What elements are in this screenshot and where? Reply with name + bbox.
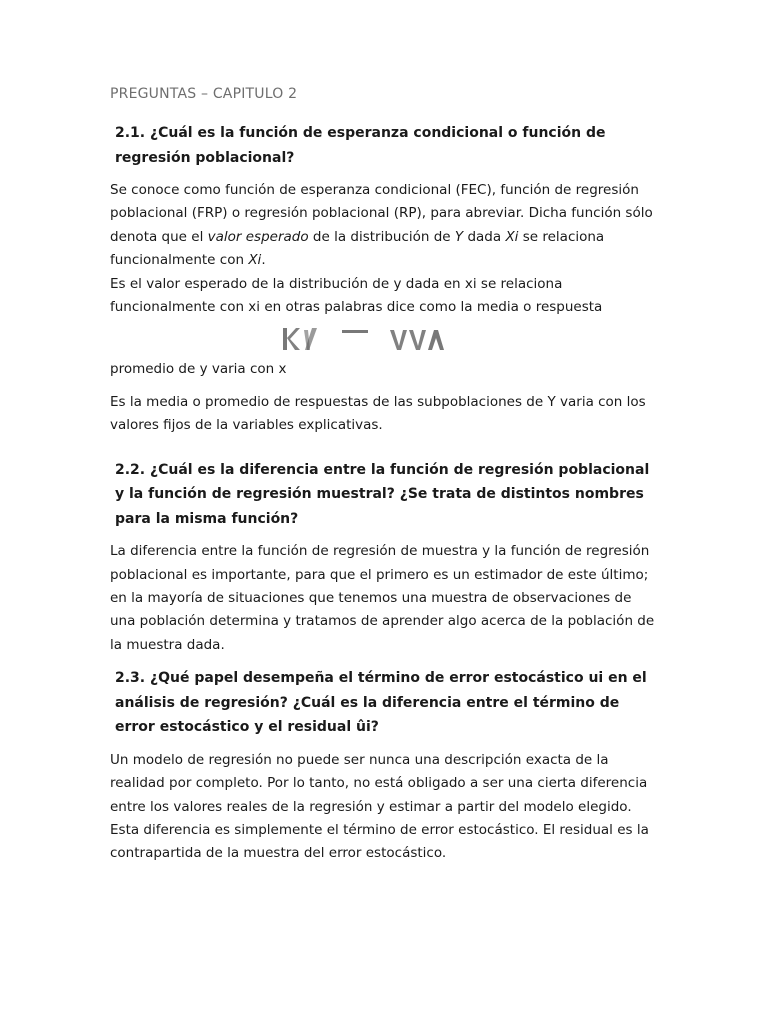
answer-2-1-paragraph-2: Es la media o promedio de respuestas de las subpoblaciones de Y varia con los valores fijos de la variables explicativas. xyxy=(110,393,646,434)
answer-2-1-paragraph xyxy=(110,179,658,319)
formula-image-row xyxy=(110,320,658,358)
spacer xyxy=(110,382,658,391)
answer-2-1-em-y: Y xyxy=(454,228,464,245)
question-2-1: 2.1. ¿Cuál es la función de esperanza condicional o función de regresión poblacional? xyxy=(115,125,606,166)
spacer xyxy=(110,657,658,666)
answer-2-2: La diferencia entre la función de regresión de muestra y la función de regresión poblacional es importante, para que el primero es un estimador de este último; en la mayoría de situaciones que tenemos una muestra de observaciones de una población determina y tratamos de aprender algo acerca de la población de la muestra dada. xyxy=(110,543,655,653)
formula-image xyxy=(262,320,454,358)
question-2-2: 2.2. ¿Cuál es la diferencia entre la función de regresión poblacional y la función de regresión muestral? ¿Se trata de distintos nombres para la misma función? xyxy=(115,461,650,527)
answer-2-1-text-a: Se conoce como función de esperanza condicional (FEC), función de regresión poblacional (FRP) o regresión poblacional (RP), para abreviar. Dicha función sólo denota que el xyxy=(110,182,653,245)
answer-2-1-em-xi: Xi xyxy=(505,228,519,245)
answer-2-1-text-d: se relaciona funcionalmente con xyxy=(110,228,605,269)
document-title: PREGUNTAS – CAPITULO 2 xyxy=(110,86,298,102)
answer-2-1-em-xi-2: Xi xyxy=(248,252,262,269)
answer-2-1-line2: Es el valor esperado de la distribución de y dada en xi se relaciona funcionalmente con xi en otras palabras dice como la media o respuesta xyxy=(110,275,603,316)
document-page xyxy=(110,84,658,866)
answer-2-1-text-c: dada xyxy=(463,228,506,245)
answer-2-1-line3: promedio de y varia con x xyxy=(110,361,287,378)
answer-2-1-em-valor: valor esperado xyxy=(207,228,309,245)
answer-2-1-text-e: . xyxy=(261,252,266,269)
spacer xyxy=(110,438,658,458)
answer-2-3: Un modelo de regresión no puede ser nunca una descripción exacta de la realidad por completo. Por lo tanto, no está obligado a ser una cierta diferencia entre los valores reales de la regresión y estimar a partir del modelo elegido. Esta diferencia es simplemente el término de error estocástico. El residual es la contrapartida de la muestra del error estocástico. xyxy=(110,751,649,862)
answer-2-1-text-b: de la distribución de xyxy=(308,228,455,245)
question-2-3: 2.3. ¿Qué papel desempeña el término de error estocástico ui en el análisis de regresión? ¿Cuál es la diferencia entre el término de error estocástico y el residual ûi? xyxy=(115,670,647,736)
